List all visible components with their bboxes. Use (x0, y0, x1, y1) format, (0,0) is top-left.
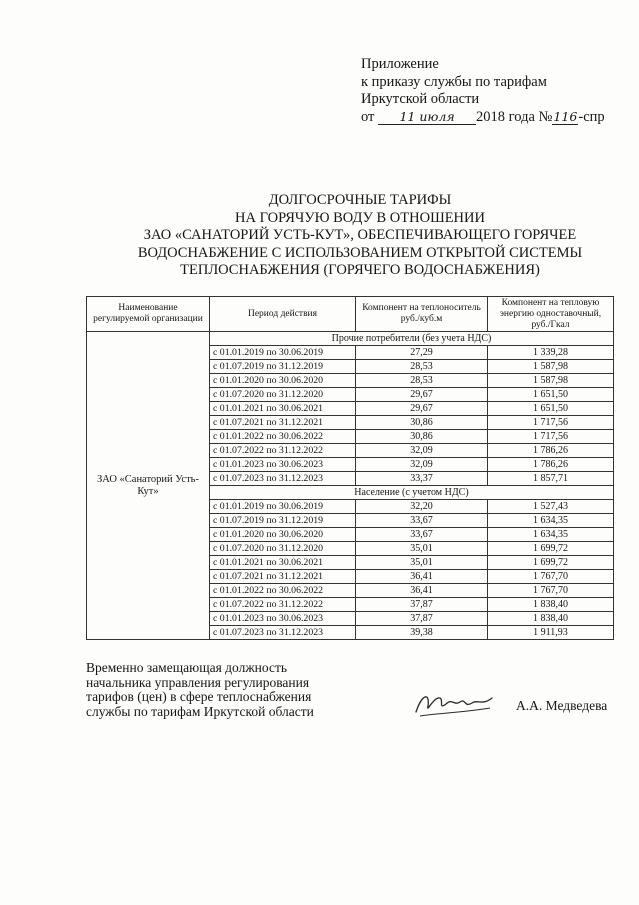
carrier-cell: 27,29 (356, 346, 488, 360)
handwritten-number: 116 (553, 108, 578, 124)
carrier-cell: 28,53 (356, 374, 488, 388)
appendix-line: к приказу службы по тарифам (361, 73, 547, 90)
title-line: ТЕПЛОСНАБЖЕНИЯ (ГОРЯЧЕГО ВОДОСНАБЖЕНИЯ) (180, 262, 540, 278)
energy-cell: 1 767,70 (488, 570, 614, 584)
energy-cell: 1 339,28 (488, 346, 614, 360)
period-cell: с 01.07.2023 по 31.12.2023 (210, 626, 356, 640)
period-cell: с 01.07.2020 по 31.12.2020 (210, 388, 356, 402)
section-label: Население (с учетом НДС) (210, 486, 614, 500)
signer-line: начальника управления регулирования (86, 674, 310, 690)
header-org: Наименование регулируемой организации (87, 297, 210, 332)
carrier-cell: 37,87 (356, 598, 488, 612)
energy-cell: 1 838,40 (488, 612, 614, 626)
energy-cell: 1 717,56 (488, 416, 614, 430)
energy-cell: 1 587,98 (488, 360, 614, 374)
signer-position (86, 661, 314, 719)
organization-cell: ЗАО «Санаторий Усть-Кут» (87, 332, 210, 640)
energy-cell: 1 911,93 (488, 626, 614, 640)
energy-cell: 1 786,26 (488, 458, 614, 472)
carrier-cell: 28,53 (356, 360, 488, 374)
energy-cell: 1 838,40 (488, 598, 614, 612)
signer-line: службы по тарифам Иркутской области (86, 703, 314, 719)
energy-cell: 1 786,26 (488, 444, 614, 458)
appendix-line: Иркутской области (361, 91, 480, 107)
carrier-cell: 36,41 (356, 570, 488, 584)
period-cell: с 01.01.2022 по 30.06.2022 (210, 430, 356, 444)
signer-line: тарифов (цен) в сфере теплоснабжения (86, 689, 312, 704)
carrier-cell: 32,09 (356, 444, 488, 458)
carrier-cell: 29,67 (356, 388, 488, 402)
energy-cell: 1 651,50 (488, 402, 614, 416)
number-suffix: -спр (578, 108, 605, 125)
date-prefix: от (361, 108, 375, 125)
document-title (100, 192, 620, 280)
title-line: ЗАО «САНАТОРИЙ УСТЬ-КУТ», ОБЕСПЕЧИВАЮЩЕГО ГОРЯЧЕЕ (143, 227, 577, 243)
appendix-line: Приложение (361, 56, 439, 72)
period-cell: с 01.01.2021 по 30.06.2021 (210, 402, 356, 416)
period-cell: с 01.01.2021 по 30.06.2021 (210, 556, 356, 570)
header-carrier: Компонент на теплоноситель руб./куб.м (356, 297, 488, 332)
carrier-cell: 35,01 (356, 556, 488, 570)
carrier-cell: 33,37 (356, 472, 488, 486)
signer-name: А.А. Медведева (516, 698, 608, 713)
title-line: ВОДОСНАБЖЕНИЕ С ИСПОЛЬЗОВАНИЕМ ОТКРЫТОЙ СИСТЕМЫ (137, 244, 583, 261)
section-row (87, 332, 614, 346)
period-cell: с 01.07.2019 по 31.12.2019 (210, 360, 356, 374)
appendix-header (361, 56, 605, 126)
period-cell: с 01.07.2023 по 31.12.2023 (210, 472, 356, 486)
energy-cell: 1 767,70 (488, 584, 614, 598)
energy-cell: 1 651,50 (488, 388, 614, 402)
period-cell: с 01.07.2021 по 31.12.2021 (210, 570, 356, 584)
period-cell: с 01.07.2021 по 31.12.2021 (210, 416, 356, 430)
year-text: 2018 года № (476, 108, 553, 125)
energy-cell: 1 634,35 (488, 514, 614, 528)
period-cell: с 01.01.2020 по 30.06.2020 (210, 374, 356, 388)
carrier-cell: 30,86 (356, 430, 488, 444)
period-cell: с 01.01.2023 по 30.06.2023 (210, 458, 356, 472)
period-cell: с 01.07.2022 по 31.12.2022 (210, 598, 356, 612)
title-line: НА ГОРЯЧУЮ ВОДУ В ОТНОШЕНИИ (235, 209, 485, 226)
carrier-cell: 36,41 (356, 584, 488, 598)
header-energy: Компонент на тепловую энергию одноставочный, руб./Гкал (488, 297, 614, 332)
header-period: Период действия (210, 297, 356, 332)
title-line: ДОЛГОСРОЧНЫЕ ТАРИФЫ (268, 192, 452, 208)
carrier-cell: 39,38 (356, 626, 488, 640)
carrier-cell: 35,01 (356, 542, 488, 556)
handwritten-signature (412, 686, 496, 720)
appendix-date-line (361, 109, 605, 127)
energy-cell: 1 857,71 (488, 472, 614, 486)
energy-cell: 1 699,72 (488, 542, 614, 556)
period-cell: с 01.07.2022 по 31.12.2022 (210, 444, 356, 458)
energy-cell: 1 527,43 (488, 500, 614, 514)
carrier-cell: 30,86 (356, 416, 488, 430)
period-cell: с 01.01.2019 по 30.06.2019 (210, 500, 356, 514)
period-cell: с 01.07.2020 по 31.12.2020 (210, 542, 356, 556)
carrier-cell: 32,20 (356, 500, 488, 514)
carrier-cell: 29,67 (356, 402, 488, 416)
table-header-row (87, 297, 614, 332)
energy-cell: 1 634,35 (488, 528, 614, 542)
carrier-cell: 33,67 (356, 528, 488, 542)
period-cell: с 01.01.2023 по 30.06.2023 (210, 612, 356, 626)
section-label: Прочие потребители (без учета НДС) (210, 332, 614, 346)
carrier-cell: 32,09 (356, 458, 488, 472)
tariffs-table (86, 296, 614, 640)
energy-cell: 1 587,98 (488, 374, 614, 388)
period-cell: с 01.01.2020 по 30.06.2020 (210, 528, 356, 542)
carrier-cell: 37,87 (356, 612, 488, 626)
signer-line: Временно замещающая должность (86, 660, 288, 675)
period-cell: с 01.07.2019 по 31.12.2019 (210, 514, 356, 528)
period-cell: с 01.01.2022 по 30.06.2022 (210, 584, 356, 598)
period-cell: с 01.01.2019 по 30.06.2019 (210, 346, 356, 360)
energy-cell: 1 717,56 (488, 430, 614, 444)
handwritten-date: 11 июля (378, 110, 476, 125)
carrier-cell: 33,67 (356, 514, 488, 528)
energy-cell: 1 699,72 (488, 556, 614, 570)
